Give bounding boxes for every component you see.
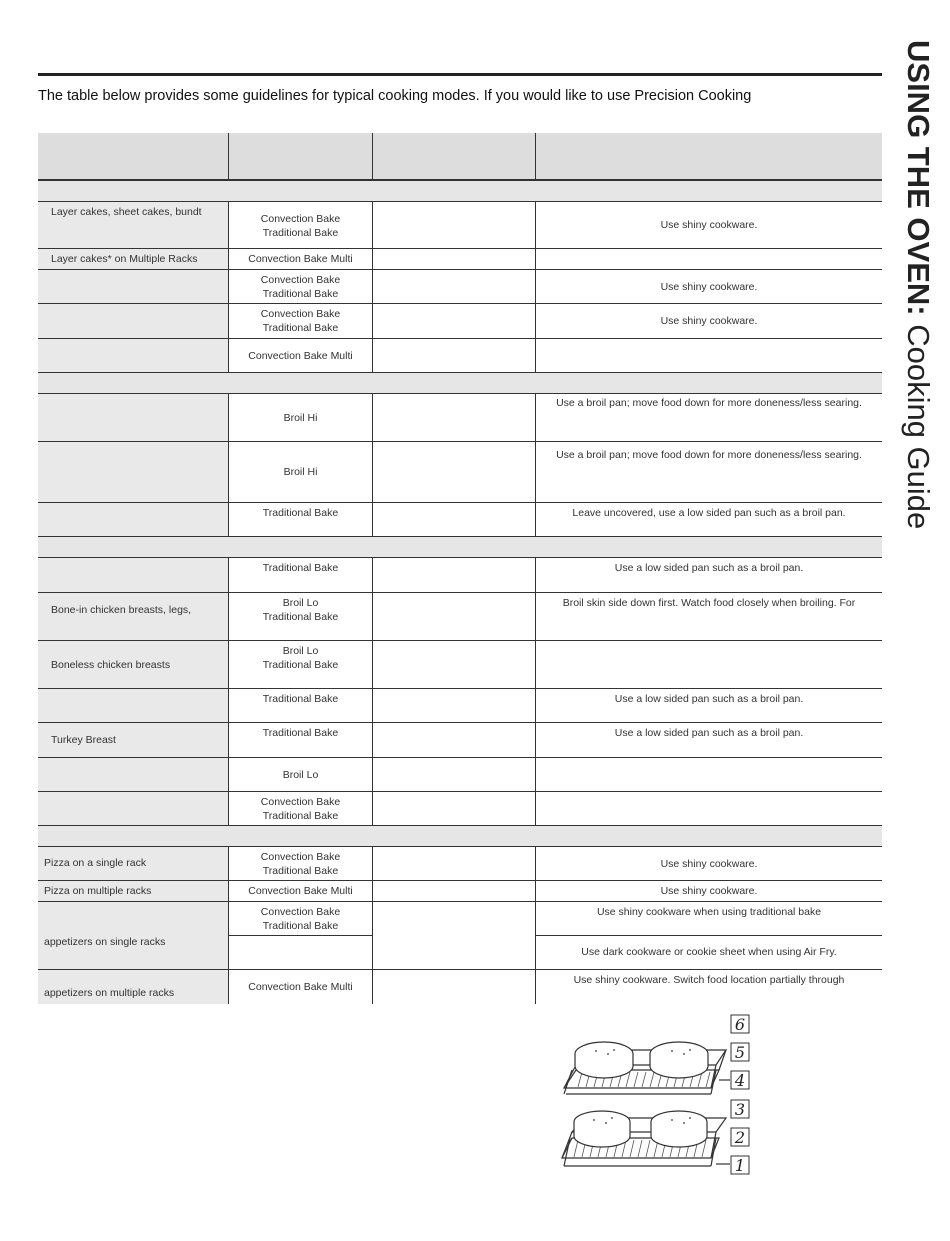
cook-mode: Traditional Bake [262, 864, 339, 877]
cooking-tip: Use a low sided pan such as a broil pan. [614, 727, 804, 739]
table-row [38, 304, 882, 339]
cook-mode: Convection Bake Multi [248, 885, 353, 897]
cooking-tip: Use shiny cookware. [660, 219, 758, 231]
cook-mode: Convection Bake Multi [248, 349, 353, 362]
cooking-tip: Use a broil pan; move food down for more doneness/less searing. [556, 449, 862, 461]
table-row [38, 902, 882, 970]
table-row [38, 847, 882, 881]
cook-mode: Traditional Bake [262, 562, 339, 574]
cook-mode: Traditional Bake [262, 611, 339, 623]
cook-mode: Traditional Bake [262, 727, 339, 739]
cooking-tip: Use a broil pan; move food down for more doneness/less searing. [556, 397, 862, 409]
cook-mode: Convection Bake Multi [248, 981, 353, 993]
cook-mode: Convection Bake [260, 273, 341, 286]
side-title [903, 40, 934, 529]
table-row [38, 689, 882, 723]
cooking-tip: Use shiny cookware. [660, 857, 758, 870]
table-row [38, 270, 882, 304]
table-row [38, 339, 882, 373]
table-row [38, 503, 882, 537]
table-row [38, 723, 882, 758]
row-food-label: Pizza on a single rack [44, 857, 147, 869]
section-row [38, 373, 882, 394]
cook-mode: Convection Bake [260, 906, 341, 918]
table-row [38, 758, 882, 792]
cook-mode: Broil Hi [283, 411, 318, 424]
cook-mode: Traditional Bake [262, 809, 339, 822]
table-row [38, 593, 882, 641]
cook-mode: Traditional Bake [262, 322, 339, 334]
cooking-tip: Use shiny cookware. Switch food location partially through [573, 974, 845, 986]
rack-number: 6 [734, 1015, 746, 1034]
table-row [38, 641, 882, 689]
side-title-bold: USING THE OVEN: [901, 40, 936, 316]
cook-mode: Traditional Bake [262, 693, 339, 705]
row-food-label: appetizers on single racks [44, 936, 166, 948]
cook-mode: Broil Lo [282, 645, 319, 657]
row-food-label: Turkey Breast [51, 734, 116, 746]
cook-mode: Broil Lo [282, 597, 319, 609]
cooking-tip: Use shiny cookware. [660, 885, 758, 897]
cooking-tip: Leave uncovered, use a low sided pan such as a broil pan. [572, 507, 846, 519]
cook-mode: Convection Bake [260, 850, 341, 863]
row-food-label: appetizers on multiple racks [44, 987, 175, 999]
side-title-light: Cooking Guide [901, 315, 936, 530]
cooking-guide-table [38, 133, 882, 1004]
rack-positions-illustration [556, 1010, 756, 1182]
row-food-label: Pizza on multiple racks [44, 885, 152, 897]
cook-mode: Convection Bake Multi [248, 253, 353, 265]
header-cell-4 [536, 133, 882, 179]
cook-mode: Traditional Bake [262, 227, 339, 239]
row-food-label: Layer cakes* on Multiple Racks [51, 253, 198, 265]
section-row [38, 826, 882, 847]
cooking-tip: Use shiny cookware. [660, 280, 758, 293]
cook-mode: Convection Bake [260, 308, 341, 320]
cook-mode: Traditional Bake [262, 920, 339, 932]
rack-number: 2 [734, 1128, 746, 1147]
cook-mode: Traditional Bake [262, 287, 339, 300]
rack-number: 4 [734, 1071, 746, 1090]
cooking-tip: Use shiny cookware when using traditional bake [536, 902, 882, 936]
header-cell-2 [229, 133, 373, 179]
rack-number: 5 [734, 1043, 746, 1062]
cook-mode: Convection Bake [260, 795, 341, 808]
table-row [38, 394, 882, 442]
cooking-tip: Use dark cookware or cookie sheet when using Air Fry. [581, 946, 837, 958]
row-food-label: Layer cakes, sheet cakes, bundt [51, 206, 202, 218]
cook-mode: Broil Hi [283, 466, 318, 478]
cook-mode: Convection Bake [260, 213, 341, 225]
table-header [38, 133, 882, 181]
table-row [38, 881, 882, 902]
cooking-tip: Use shiny cookware. [660, 315, 758, 327]
table-row [38, 249, 882, 270]
table-row [38, 558, 882, 593]
rack-number: 3 [734, 1100, 746, 1119]
section-row [38, 537, 882, 558]
cooking-tip: Use a low sided pan such as a broil pan. [614, 562, 804, 574]
top-rule [38, 73, 882, 76]
section-row [38, 181, 882, 202]
header-cell-1 [38, 133, 229, 179]
table-row [38, 792, 882, 826]
header-cell-3 [373, 133, 536, 179]
rack-number: 1 [734, 1156, 746, 1175]
row-food-label: Bone-in chicken breasts, legs, [51, 604, 192, 616]
table-row [38, 970, 882, 1004]
row-food-label: Boneless chicken breasts [51, 659, 171, 671]
table-row [38, 442, 882, 503]
cook-mode: Traditional Bake [262, 507, 339, 519]
cooking-tip: Broil skin side down first. Watch food closely when broiling. For [562, 597, 856, 609]
table-row [38, 202, 882, 249]
cook-mode: Traditional Bake [262, 659, 339, 671]
cook-mode: Broil Lo [282, 768, 319, 781]
intro-text: The table below provides some guidelines for typical cooking modes. If you would like to use Precision Cooking [38, 88, 752, 104]
cooking-tip: Use a low sided pan such as a broil pan. [614, 693, 804, 705]
